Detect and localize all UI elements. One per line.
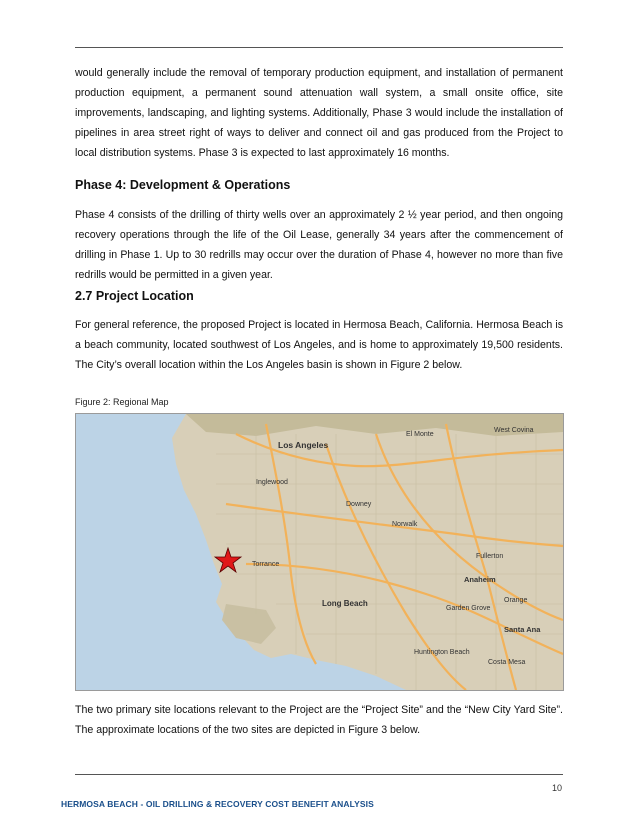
paragraph-phase3-continued: would generally include the removal of temporary production equipment, and installation of permanent production equipment, a permanent sound attenuation wall system, a small onsite office, site improvements, landscaping, and lighting systems. Additionally, Phase 3 would include the installation of pipelines in area street right of ways to deliver and connect oil and gas produced from the Project to local distribution systems. Phase 3 is expected to last approximately 16 months. xyxy=(75,67,563,159)
label-orange: Orange xyxy=(504,597,528,604)
label-santa-ana: Santa Ana xyxy=(504,625,541,634)
label-costa-mesa: Costa Mesa xyxy=(488,659,526,666)
label-fullerton: Fullerton xyxy=(476,553,504,560)
regional-map-graphic xyxy=(76,414,563,690)
label-norwalk: Norwalk xyxy=(392,521,418,528)
page-number: 10 xyxy=(551,783,562,793)
label-los-angeles: Los Angeles xyxy=(278,440,329,450)
label-garden-grove: Garden Grove xyxy=(446,605,491,612)
footer-rule xyxy=(75,774,563,775)
regional-map xyxy=(75,413,564,691)
label-downey: Downey xyxy=(346,501,372,508)
label-huntington-beach: Huntington Beach xyxy=(414,649,470,656)
label-torrance: Torrance xyxy=(252,561,280,568)
paragraph-site-locations: The two primary site locations relevant to the Project are the “Project Site” and the “New City Yard Site”. The approximate locations of the two sites are depicted in Figure 3 below. xyxy=(75,704,563,736)
label-anaheim: Anaheim xyxy=(464,575,496,584)
heading-project-location: 2.7 Project Location xyxy=(75,289,194,303)
label-inglewood: Inglewood xyxy=(256,479,288,486)
label-long-beach: Long Beach xyxy=(322,599,368,608)
footer-title: HERMOSA BEACH - OIL DRILLING & RECOVERY COST BENEFIT ANALYSIS xyxy=(61,799,374,809)
label-west-covina: West Covina xyxy=(494,427,534,434)
paragraph-project-location: For general reference, the proposed Project is located in Hermosa Beach, California. Hermosa Beach is a beach community, located southwest of Los Angeles, and is home to approximately 19,500 residents. The City’s overall location within the Los Angeles basin is shown in Figure 2 below. xyxy=(75,319,563,371)
figure-caption: Figure 2: Regional Map xyxy=(75,397,169,407)
heading-phase4: Phase 4: Development & Operations xyxy=(75,178,291,192)
header-rule xyxy=(75,47,563,48)
paragraph-phase4: Phase 4 consists of the drilling of thirty wells over an approximately 2 ½ year period, and then ongoing recovery operations through the life of the Oil Lease, generally 34 years after the commencement of drilling in Phase 1. Up to 30 redrills may occur over the duration of Phase 4, however no more than five redrills would be permitted in a given year. xyxy=(75,209,563,281)
label-el-monte: El Monte xyxy=(406,431,434,438)
